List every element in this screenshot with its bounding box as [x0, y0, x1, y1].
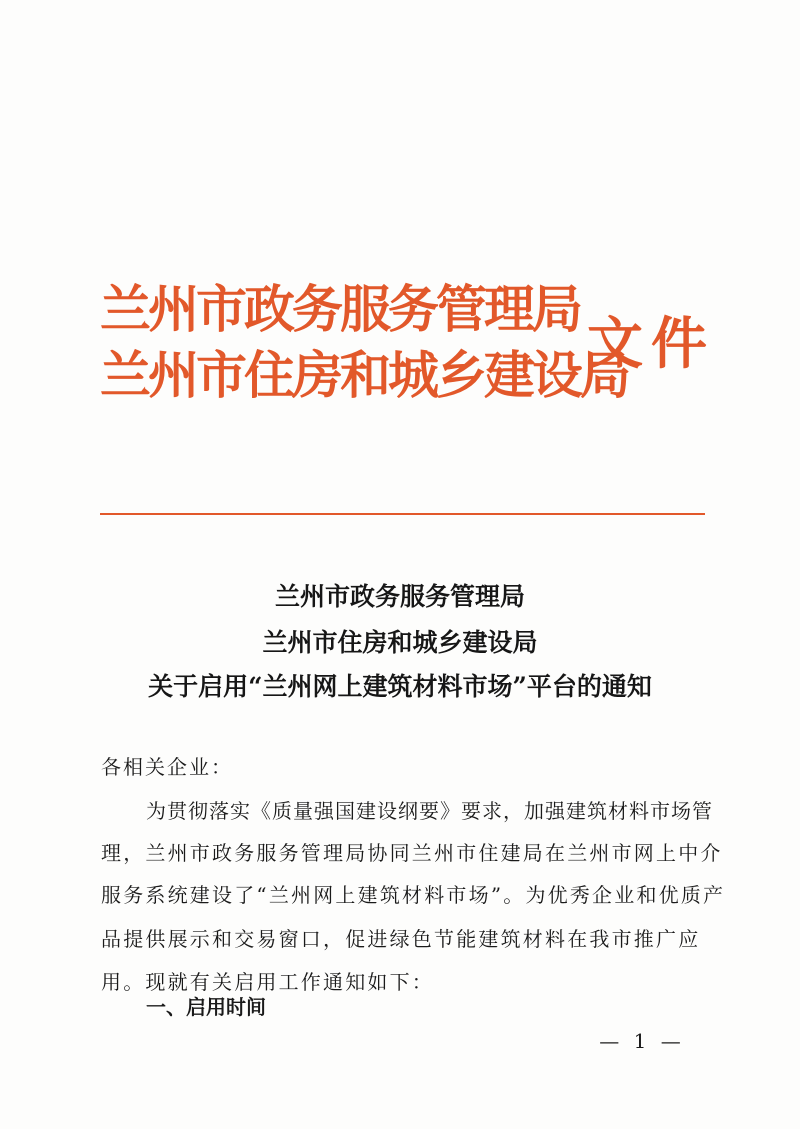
paragraph-line-5: 用。现就有关启用工作通知如下：	[101, 970, 434, 994]
document-mark: 文件	[587, 311, 715, 377]
title-line-3: 关于启用“兰州网上建筑材料市场”平台的通知	[148, 672, 652, 701]
paragraph-line-2: 理，兰州市政务服务管理局协同兰州市住建局在兰州市网上中介	[101, 841, 723, 865]
paragraph-line-3: 服务系统建设了“兰州网上建筑材料市场”。为优秀企业和优质产	[101, 883, 726, 907]
issuer-name-1: 兰州市政务服务管理局	[100, 280, 581, 340]
paragraph-line-4: 品提供展示和交易窗口，促进绿色节能建筑材料在我市推广应	[101, 927, 701, 951]
paragraph-line-1: 为贯彻落实《质量强国建设纲要》要求，加强建筑材料市场管	[146, 799, 713, 823]
section-heading: 一、启用时间	[146, 995, 266, 1019]
salutation: 各相关企业：	[101, 755, 233, 779]
red-header	[100, 268, 720, 428]
page-number: — 1 —	[599, 1029, 685, 1053]
red-divider-line	[100, 513, 705, 515]
issuer-name-2: 兰州市住房和城乡建设局	[100, 346, 629, 406]
title-line-2: 兰州市住房和城乡建设局	[262, 628, 538, 657]
title-line-1: 兰州市政务服务管理局	[274, 582, 525, 611]
